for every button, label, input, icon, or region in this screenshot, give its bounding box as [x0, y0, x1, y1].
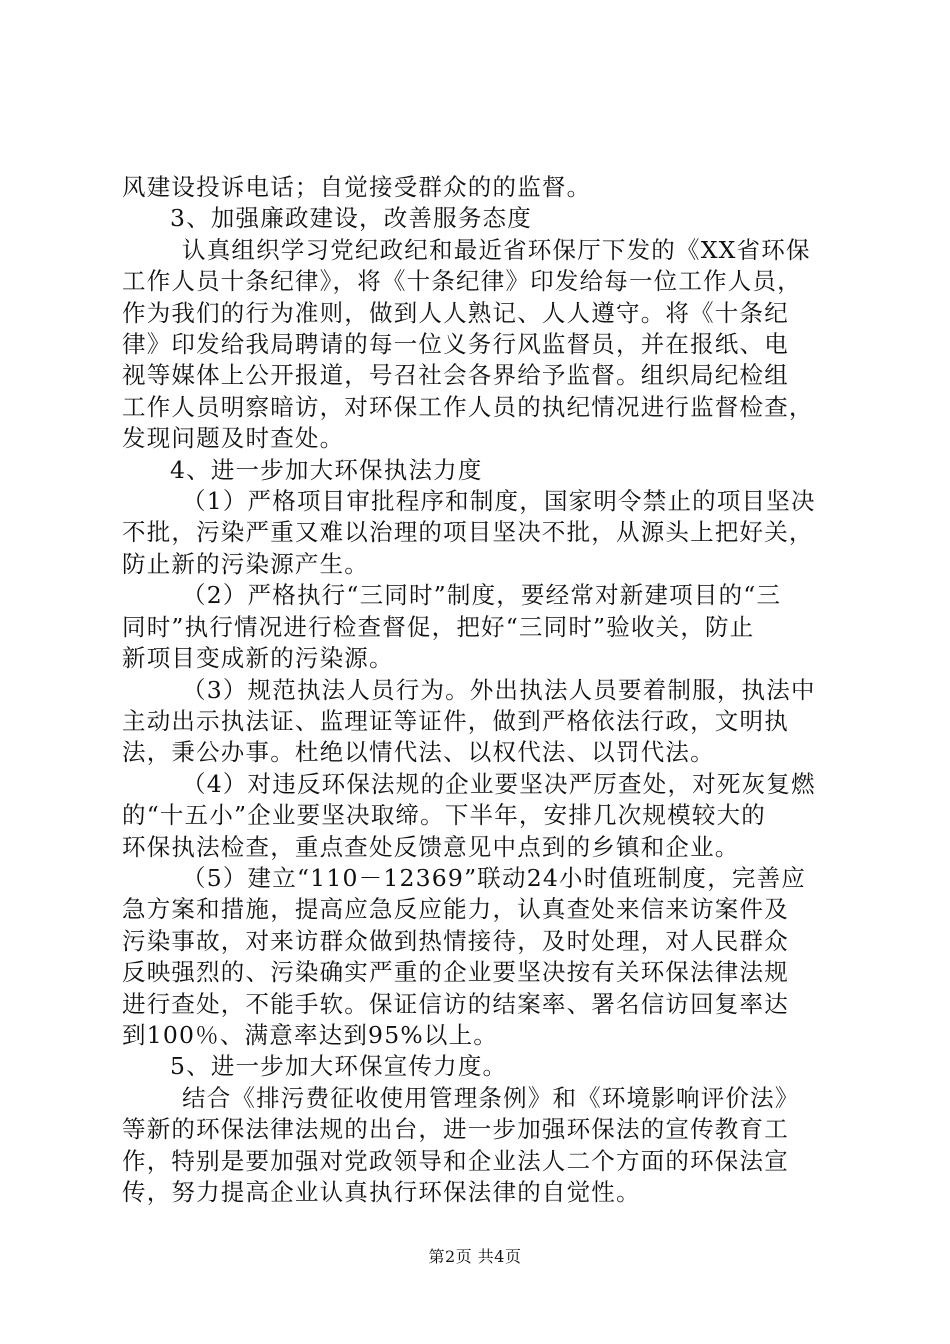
paragraph-line: （3）规范执法人员行为。外出执法人员要着制服，执法中: [182, 675, 816, 704]
paragraph-line: 同时”执行情况进行检查督促，把好“三同时”验收关，防止: [122, 612, 755, 641]
paragraph-line: （5）建立“110－12369”联动24小时值班制度，完善应: [182, 863, 806, 892]
paragraph-line: 新项目变成新的污染源。: [122, 644, 394, 673]
paragraph-line: 工作人员明察暗访，对环保工作人员的执纪情况进行监督检查，: [122, 392, 814, 421]
paragraph-line: 的“十五小”企业要坚决取缔。下半年，安排几次规模较大的: [122, 801, 766, 830]
paragraph-line: 不批，污染严重又难以治理的项目坚决不批，从源头上把好关，: [122, 518, 814, 547]
paragraph-line: 作，特别是要加强对党政领导和企业法人二个方面的环保法宣: [122, 1146, 789, 1175]
paragraph-line: 发现问题及时查处。: [122, 424, 345, 453]
paragraph-line: 工作人员十条纪律》，将《十条纪律》印发给每一位工作人员，: [122, 267, 802, 296]
paragraph-line: 传，努力提高企业认真执行环保法律的自觉性。: [122, 1178, 641, 1206]
paragraph-line: 风建设投诉电话；自觉接受群众的的监督。: [122, 173, 592, 201]
paragraph-line: 等新的环保法律法规的出台，进一步加强环保法的宣传教育工: [122, 1115, 789, 1144]
paragraph-line: 环保执法检查，重点查处反馈意见中点到的乡镇和企业。: [122, 832, 740, 861]
paragraph-line: 进行查处，不能手软。保证信访的结案率、署名信访回复率达: [122, 989, 789, 1018]
page-footer: 第2页 共4页: [428, 1247, 522, 1266]
paragraph-line: 律》印发给我局聘请的每一位义务行风监督员，并在报纸、电: [122, 330, 789, 359]
paragraph-line: 结合《排污费征收使用管理条例》和《环境影响评价法》: [182, 1083, 800, 1112]
paragraph-line: 污染事故，对来访群众做到热情接待，及时处理，对人民群众: [122, 926, 789, 955]
paragraph-line: 视等媒体上公开报道，号召社会各界给予监督。组织局纪检组: [122, 361, 789, 390]
section-heading: 3、加强廉政建设，改善服务态度: [170, 204, 532, 233]
paragraph-line: 反映强烈的、污染确实严重的企业要坚决按有关环保法律法规: [122, 958, 789, 987]
paragraph-line: 认真组织学习党纪政纪和最近省环保厅下发的《XX省环保: [182, 235, 811, 264]
paragraph-line: 到100％、满意率达到95%以上。: [122, 1020, 498, 1049]
paragraph-line: （4）对违反环保法规的企业要坚决严厉查处，对死灰复燃: [182, 769, 816, 798]
paragraph-line: 防止新的污染源产生。: [122, 549, 369, 578]
paragraph-line: （2）严格执行“三同时”制度，要经常对新建项目的“三: [182, 581, 782, 610]
paragraph-line: （1）严格项目审批程序和制度，国家明令禁止的项目坚决: [182, 487, 816, 516]
paragraph-line: 主动出示执法证、监理证等证件，做到严格依法行政，文明执: [122, 706, 789, 735]
paragraph-line: 作为我们的行为准则，做到人人熟记、人人遵守。将《十条纪: [122, 298, 789, 327]
paragraph-line: 法，秉公办事。杜绝以情代法、以权代法、以罚代法。: [122, 738, 715, 767]
paragraph-line: 急方案和措施，提高应急反应能力，认真查处来信来访案件及: [122, 895, 789, 924]
section-heading: 4、进一步加大环保执法力度: [170, 455, 483, 484]
document-body: [122, 172, 842, 1208]
section-heading: 5、进一步加大环保宣传力度。: [170, 1052, 508, 1081]
